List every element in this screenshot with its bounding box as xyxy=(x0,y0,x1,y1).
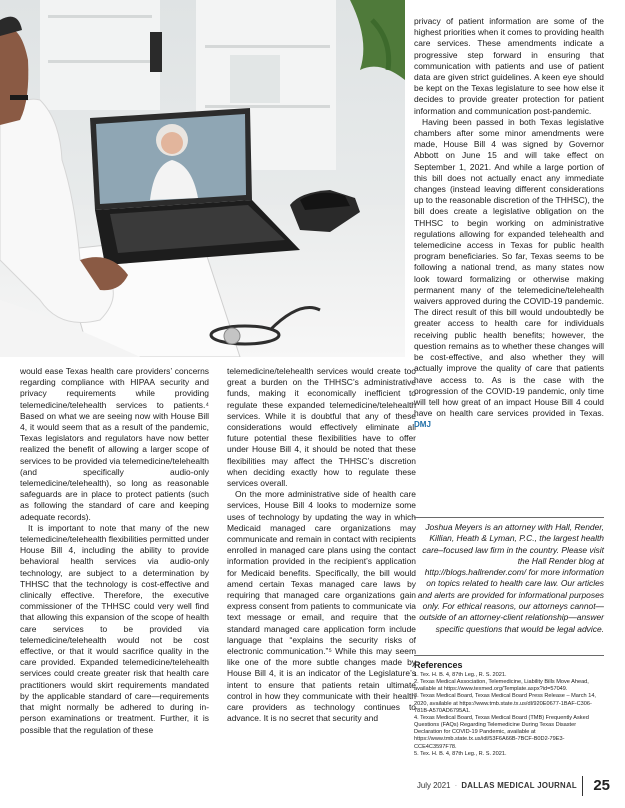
reference-item: 3. Texas Medical Board, Texas Medical Board Press Release – March 14, 2020, available at https://www.tmb.state.tx.us/dl/920E0677-1BAF-C306-781B-A570AD6795A1. xyxy=(414,693,596,714)
reference-item: 5. Tex. H. B. 4, 87th Leg., R. S. 2021. xyxy=(414,750,507,757)
references-divider xyxy=(414,655,604,656)
paragraph: It is important to note that many of the new telemedicine/telehealth flexibilities permitted under House Bill 4, including the ability to provide behavioral health services via audio-only technology, are subject to a determination by THHSC that the technology is cost-effective and clinically effective. Therefore, the executive commissioner of the THHSC could very well find that allowing this expansion of the scope of health care services to be provided via telemedicine/telehealth would not be cost effective, or that it would sacrifice quality in the care provided. Expanded telemedicine/telehealth services could create greater risk that health care practitioners would skirt requirements mandated by the applicable standard of care—requirements that might normally be adhered to during in-person examinations or treatment. Further, it is possible that the regulation of these xyxy=(20,522,209,735)
author-bio: Joshua Meyers is an attorney with Hall, Render, Killian, Heath & Lyman, P.C., the largest health care–focused law firm in the country. Please visit the Hall Render blog at http://blogs.hallrender.com/ for more information on topics related to health care law. Our articles and alerts are provided for informational purposes only. For ethical reasons, our attorneys cannot—outside of an attorney-client relationship—answer specific questions that would be legal advice. xyxy=(414,517,604,635)
doctor-telehealth-photo xyxy=(0,0,405,357)
reference-item: 1. Tex. H. B. 4, 87th Leg., R. S. 2021. xyxy=(414,672,507,678)
issue-date: July 2021 xyxy=(417,781,451,790)
footer-divider xyxy=(582,776,584,796)
end-mark: DMJ xyxy=(414,420,431,430)
footer-separator: · xyxy=(454,781,458,790)
reference-item: 4. Texas Medical Board, Texas Medical Board (TMB) Frequently Asked Questions (FAQs) Regarding Telemedicine During Texas Disaster Declaration for COVID-19 Pandemic, available at https://www.tmb.state.tx.us/idl/53F6A66B-7BCF-B0D2-79E3-CCE4C3597F78. xyxy=(414,714,589,750)
paragraph: telemedicine/telehealth services would create too great a burden on the THHSC’s administrative funds, making it economically inefficient to regulate these expanded telemedicine/telehealth services. While it is doubtful that any of these considerations would effectively eliminate all future potential these flexibilities have to offer under House Bill 4, it should be noted that these flexibilities may affect the THHSC’s discretion when deciding exactly how to regulate these services overall. xyxy=(227,366,416,489)
page-number: 25 xyxy=(593,777,610,794)
references-list xyxy=(414,672,604,758)
article-column-3 xyxy=(414,16,604,431)
paragraph-text: Having been passed in both Texas legislative chambers after some minor amendments were made, House Bill 4 was signed by Governor Abbott on June 15 and will take effect on September 1, 2021. And while a large portion of this bill does not actually enact any immediate changes (instead leaving different considerations up to the reasonable discretion of the THHSC), the bill does create a legislative obligation on the THHSC to begin working on administrative regulations allowing for expanded telehealth and telemedicine access in Texas for public health program beneficiaries. So far, Texas seems to be following a national trend, as many states now look toward formalizing or otherwise making permanent many of the telemedicine/telehealth waivers approved during the COVID-19 pandemic. The direct result of this bill would undoubtedly be greater access to health care for individuals receiving public health benefits; however, the question remains as to whether these changes will be cost-effective, and also whether they will actually improve the quality of care that patients have access to. As is the case with the progression of the COVID-19 pandemic, only time will tell how great of an impact House Bill 4 could have on health care services provided in Texas. xyxy=(414,116,604,419)
footer-credit xyxy=(417,781,577,790)
paragraph-final xyxy=(414,117,604,431)
article-column-2 xyxy=(227,366,416,725)
page-footer xyxy=(417,776,610,796)
paragraph: privacy of patient information are some of the highest priorities when it comes to providing health care services. These amendments indicate a progressive step forward in ensuring that communication with patients and use of patient data are given strict guidelines. A keen eye should be kept on the Texas legislature to see how else it decides to provide greater protection for patient information and communication post-pandemic. xyxy=(414,16,604,116)
article-column-1 xyxy=(20,366,209,736)
references-heading: References xyxy=(414,660,463,670)
paragraph: would ease Texas health care providers’ concerns regarding compliance with HIPAA security and privacy requirements while providing telemedicine/telehealth services to patients.⁴ Based on what we are seeing now with House Bill 4, it would seem that as a result of the pandemic, Texas legislators and regulators have now better realized the benefit of allowing a larger scope of services to be provided via telemedicine/telehealth (and specifically audio-only telemedicine/telehealth), so long as reasonable safeguards are in place to protect patients (such as following the standard of care and keeping adequate records). xyxy=(20,366,209,522)
reference-item: 2. Texas Medical Association, Telemedicine, Liability Bills Move Ahead, available at https://www.texmed.org/Template.aspx?id=57049. xyxy=(414,679,589,693)
paragraph: On the more administrative side of health care services, House Bill 4 looks to modernize some uses of technology by updating the way in which Medicaid managed care organizations may communicate and remain in contact with recipients enrolled in managed care plans using the contact information provided in the recipient’s application for Medicaid benefits. Specifically, the bill would amend certain Texas managed care laws by requiring that managed care organizations gain express consent from patients to communicate via text message or email, and require that the standard managed care application form include language that “explains the security risks of electronic communication.”⁵ While this may seem like one of the more subtle changes made by House Bill 4, it is an indicator of the Legislature’s intent to ensure that patients retain ultimate control in how they communicate with their health care providers as technology continues to advance. It is no secret that security and xyxy=(227,489,416,724)
journal-name: DALLAS MEDICAL JOURNAL xyxy=(461,781,577,790)
